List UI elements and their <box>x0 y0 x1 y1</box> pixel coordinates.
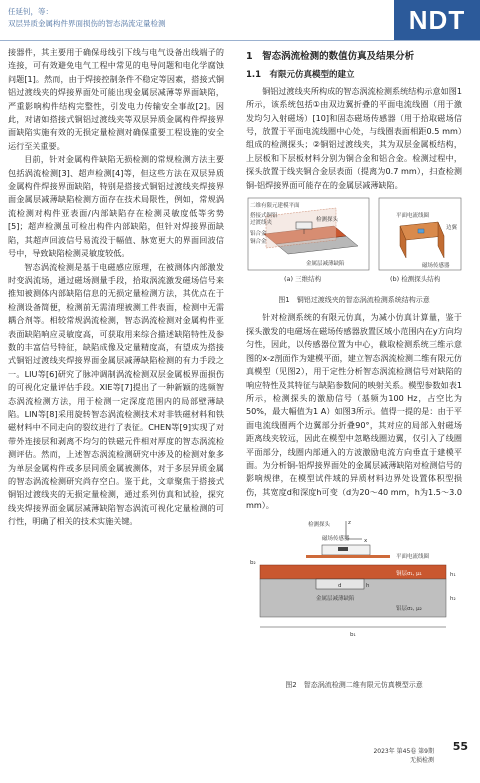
fig1a-label-clamp: 搭接式铜铝 <box>250 213 278 220</box>
header-title: 双层异质金属构件界面损伤的智态涡流定量检测 <box>8 19 166 28</box>
paragraph: 铜铝过渡线夹所构成的智态涡流检测系统结构示意如图1所示，该系统包括①由双边翼折叠的平面电流线圈（用于激发均匀入射磁场）[10]和固态磁场传感器（用于拾取磁场信号，放置于平面电流线圈中心处，与线圈表面相距0.5 mm）组成的检测探头；②铜铝过渡线夹，其为双层金属板结构，上层板和下层板材料分别为铜合金和铝合金。检测过程中，探头放置于线夹铜合金层表面（提离为0.7 mm），扫查检测铜-铝焊接界面可能存在的金属层减薄缺陷。 <box>246 85 462 190</box>
magnetic-sensor-icon <box>418 229 424 233</box>
fig2-label-h2: h₂ <box>450 595 456 602</box>
journal-info <box>373 747 434 765</box>
figure-2-drawing <box>246 517 462 667</box>
coil-side-wing <box>438 222 444 258</box>
right-column <box>246 46 462 696</box>
fig1a-label-cu: 铜合金 <box>250 239 267 246</box>
journal-logo: NDT <box>394 0 480 40</box>
fig1a-label-plane: 二维有限元建模平面 <box>250 203 300 210</box>
figure-1a-3d-structure <box>246 196 371 282</box>
fig2-label-h1: h₁ <box>450 571 456 578</box>
paragraph: 目前，针对金属构件缺陷无损检测的常规检测方法主要包括涡流检测[3]、超声检测[4]等，但这些方法在双层异质金属构件焊接界面缺陷，特别是搭接式铜铝过渡线夹焊接界面金属层减薄缺陷检测方面存在技术局限性，例如，常规涡流检测对构件亚表面/内部缺陷存在检测灵敏度低等劣势[5]；超声检测虽可检出构件内部缺陷，但针对焊接界面缺陷，其超声回波信号易流没于幅值、脉宽更大的界面回波信号中，导致缺陷检测灵敏度较低。 <box>8 154 224 259</box>
figure-2 <box>246 517 462 677</box>
fig2-label-d: d <box>338 582 342 589</box>
fig1a-label-probe: 检测探头 <box>316 217 339 224</box>
journal-name: 无损检测 <box>409 757 434 764</box>
fig2-label-b2: b₂ <box>250 559 256 566</box>
page-number: 55 <box>452 740 468 753</box>
fig1a-label-al: 铝合金 <box>250 231 267 238</box>
figure-1-caption: 图1 铜铝过渡线夹的智态涡流检测系统结构示意 <box>278 296 430 305</box>
journal-issue: 2023年 第45卷 第9期 <box>373 748 434 755</box>
fig1b-label-coil: 平面电流线圈 <box>396 213 430 220</box>
figure-1b-probe-structure <box>378 196 462 282</box>
fig2-label-z: z <box>348 519 351 526</box>
fig2-label-sensor: 磁场传感器 <box>322 535 350 542</box>
fig2-label-defect: 金属层减薄缺陷 <box>316 595 355 602</box>
sensor-block <box>338 547 348 551</box>
paragraph: 智态涡流检测是基于电磁感应原理，在被测体内部激发时变涡流场，通过磁场测量手段，拾取涡流激发磁场信号来推知被测体内部缺陷信息的无损定量检测方法，其优点在于检测设备简便，检测前无需清理被测工件表面，检测中无需耦合剂等。相较常规涡流检测，智态涡流检测对金属构件亚表面缺陷响应灵敏度高，可获取用来综合描述缺陷特性及参数的丰富信号特征，缺陷成像及定量精度高，有望成为搭接式铜铝过渡线夹焊接界面金属层减薄缺陷检测的有力手段之一。LIU等[6]研究了脉冲调制涡流检测双层金属板界面损伤的可视化定量评估手段。XIE等[7]提出了一种新颖的选频智态涡流检测方法，用于检测一定深度范围内的局部壁薄缺陷。LIN等[8]采用旋转智态涡流检测技术对非铁磁材料和铁磁材料中不同走向的裂纹进行了表征。CHEN等[9]实现了对带外连接层和剥离不均匀的铁磁元件相对厚度的智态涡流检测评估。然而，上述智态涡流检测研究中涉及的检测对象多为单层金属构件或多层同质金属被测体，对于多层异质金属的智态涡流检测研究尚存空白。鉴于此，文章聚焦于搭接式铜铝过渡线夹的无损定量检测，通过系列仿真和试验，探究线夹焊接界面金属层减薄缺陷智态涡流可视化定量检测的可行性，明确了相关的技术实施关键。 <box>8 261 224 527</box>
fig2-label-x: x <box>364 537 368 544</box>
paragraph: 针对检测系统的有限元仿真，为减小仿真计算量，鉴于探头激发的电磁场在磁场传感器放置区域小范围内在y方向均匀性，因此，以传感器位置为中心，截取检测系统三维示意图的x-z剖面作为建模平面，建立智态涡流检测二维有限元仿真模型（见图2），用于定性分析智态涡流检测信号对缺陷的响应特性及其特征与缺陷参数间的映射关系。模型参数如表1所示，检测探头的激励信号（基频为100 Hz，占空比为50%，最大幅值为1 A）如图3所示。值得一提的是：由于平面电流线圈两个边翼部分折叠90°，其对应的局部入射磁场距离线夹较远，因此在模型中忽略线圈边翼，仅引入了线圈平面部分，线圈内部通入的方波激励电流方向垂直于建模平面。为分析铜-铝焊接界面处的金属层减薄缺陷对检测信号的影响规律，在模型试件域的异质材料边界处设置体积型损伤，其宽度d和深度h可变（d为20～40 mm，h为1.5～3.0 mm）。 <box>246 312 462 511</box>
paragraph: 接器件，其主要用于确保母线引下线与电气设备出线端子的连接，可有效避免电气工程中常见的电导问题和电化学腐蚀问题[1]。然而，由于焊接控制条件不稳定等因素，搭接式铜铝过渡线夹的焊接界面处可能出现金属层减薄等界面缺陷，严重影响构件结构完整性，引发电力传输安全事故[2]。因此，对诸如搭接式铜铝过渡线夹等双层异质金属构件焊接界面缺陷实施有效的无损定量检测对确保重要工程设施的安全运行至关重要。 <box>8 47 224 151</box>
fig2-label-h: h <box>366 582 370 589</box>
figure-2-caption: 图2 智态涡流检测二维有限元仿真模型示意 <box>285 680 423 689</box>
header-authors: 任延钊，等： <box>8 7 53 16</box>
fig1a-subcaption: (a) 三维结构 <box>284 275 322 284</box>
fig1a-label-clamp2: 过渡线夹 <box>250 220 273 227</box>
header-divider <box>0 40 480 41</box>
fig1a-label-defect: 金属层减薄缺陷 <box>306 261 345 268</box>
subsection-heading: 1.1 有限元仿真模型的建立 <box>246 70 355 81</box>
fig1b-subcaption: (b) 检测探头结构 <box>390 275 441 284</box>
page-header <box>0 0 480 40</box>
section-heading: 1 智态涡流检测的数值仿真及结果分析 <box>246 51 415 62</box>
left-column <box>8 46 224 529</box>
fig2-label-probe: 检测探头 <box>308 521 331 528</box>
fig2-label-b1: b₁ <box>350 631 356 638</box>
fig2-label-copper: 铜层σ₁, μ₁ <box>396 570 422 577</box>
fig2-label-aluminum: 铝层σ₂, μ₂ <box>396 605 422 612</box>
figure-1 <box>246 196 462 292</box>
fig1b-label-sensor: 磁场传感器 <box>422 263 450 270</box>
probe-icon <box>296 222 312 229</box>
coil-strip <box>306 555 390 558</box>
fig1b-label-wing: 边翼 <box>446 225 458 232</box>
fig2-label-coil: 平面电流线圈 <box>396 553 430 560</box>
